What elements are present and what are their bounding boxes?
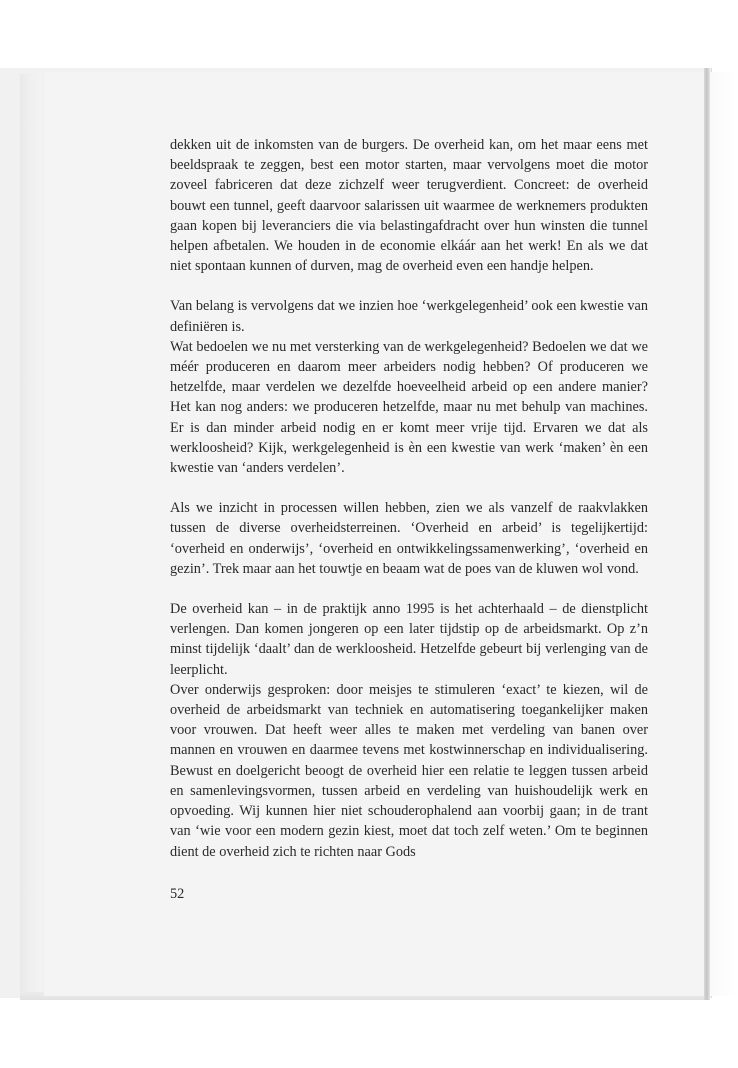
paragraph-6: Over onderwijs gesproken: door meisjes te stimuleren ‘exact’ te kiezen, wil de overheid de arbeidsmarkt van techniek en automatisering toegankelijker maken voor vrouwen. Dat heeft weer alles te maken met verdeling van banen over mannen en vrouwen en daarmee tevens met kostwinnerschap en individualisering. Bewust en doelgericht beoogt de overheid hier een relatie te leggen tussen arbeid en samenlevingsvormen, tussen arbeid en verdeling van huishoudelijk werk en opvoeding. Wij kunnen hier niet schouderophalend aan voorbij gaan; in de trant van ‘wie voor een modern gezin kiest, moet dat toch zelf weten.’ Om te beginnen dient de overheid zich te richten naar Gods <box>170 681 648 860</box>
facing-page-edge <box>710 72 738 996</box>
paragraph-gap <box>170 478 648 498</box>
paragraph-5: De overheid kan – in de praktijk anno 1995 is het achterhaald – de dienstplicht verlengen. Dan komen jongeren op een later tijdstip op de arbeidsmarkt. Op z’n minst tijdelijk ‘daalt’ dan de werkloosheid. Hetzelfde gebeurt bij verlenging van de leerplicht. <box>170 601 648 678</box>
paragraph-1: dekken uit de inkomsten van de burgers. De overheid kan, om het maar eens met beeldspraak te zeggen, best een motor starten, maar vervolgens moet die motor zoveel fabriceren dat deze zichzelf weer terugverdient. Concreet: de overheid bouwt een tunnel, geeft daarvoor salarissen uit waarmee de werknemers produkten gaan kopen bij leveranciers die via belastingafdracht over hun winsten die tunnel helpen afbetalen. We houden in de economie elkáár aan het werk! En als we dat niet spontaan kunnen of durven, mag de overheid even een handje helpen. <box>170 137 648 275</box>
page-edges-left <box>20 74 42 998</box>
paragraph-gap <box>170 276 648 296</box>
paragraph-gap <box>170 579 648 599</box>
paragraph-3: Wat bedoelen we nu met versterking van de werkgelegenheid? Bedoelen we dat we méér produceren en daarom meer arbeiders nodig hebben? Of produceren we hetzelfde, maar verdelen we dezelfde hoeveelheid arbeid op een andere manier? Het kan nog anders: we produceren hetzelfde, maar nu met behulp van machines. Er is dan minder arbeid nodig en er komt meer vrije tijd. Ervaren we dat als werkloosheid? Kijk, werkgelegenheid is èn een kwestie van werk ‘maken’ èn een kwestie van ‘anders verdelen’. <box>170 338 648 477</box>
body-text <box>170 135 648 862</box>
paragraph-4: Als we inzicht in processen willen hebben, zien we als vanzelf de raakvlakken tussen de diverse overheidsterreinen. ‘Overheid en arbeid’ is tegelijkertijd: ‘overheid en onderwijs’, ‘overheid en ontwikkelingssamenwerking’, ‘overheid en gezin’. Trek maar aan het touwtje en beaam wat de poes van de kluwen wol vond. <box>170 500 648 577</box>
page-number: 52 <box>170 886 185 902</box>
paragraph-2: Van belang is vervolgens dat we inzien hoe ‘werkgelegenheid’ ook een kwestie van definiëren is. <box>170 298 648 335</box>
